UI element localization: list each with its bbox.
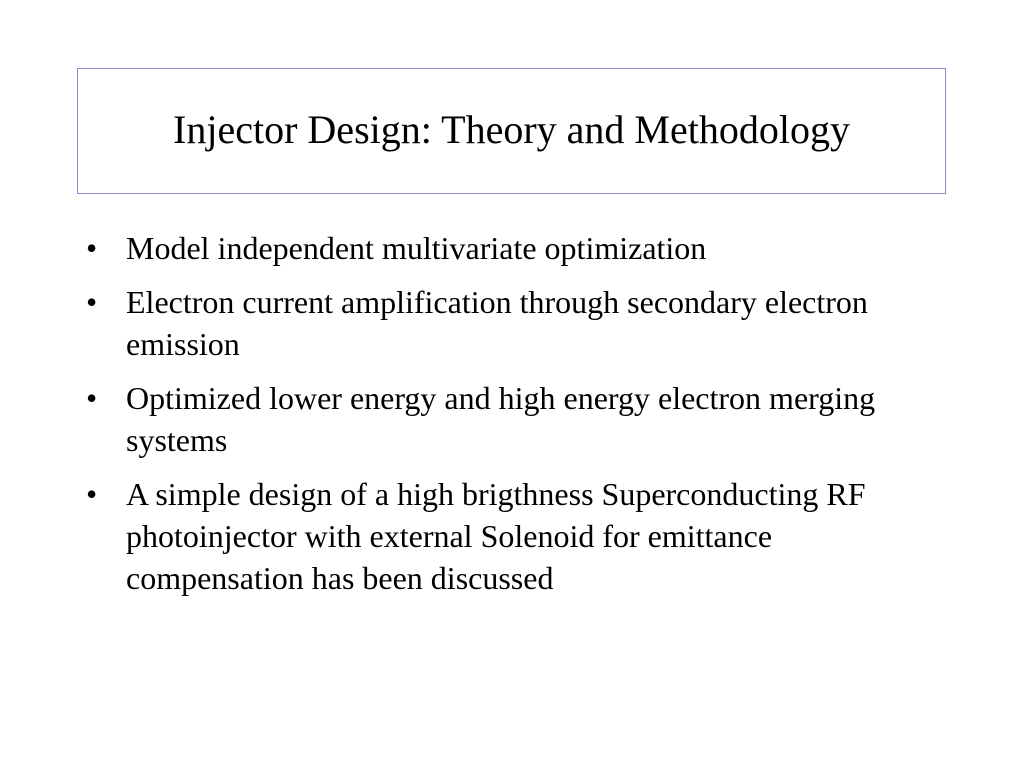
title-box [77,68,946,194]
slide-title: Injector Design: Theory and Methodology [173,107,850,152]
bullet-item-1 [86,227,936,269]
bullet-dot-icon: • [86,476,98,512]
bullet-dot-icon: • [86,380,98,416]
bullet-list [86,227,936,611]
bullet-text: A simple design of a high brigthness Superconducting RF photoinjector with external Solenoid for emittance compensation has been discussed [126,476,866,596]
bullet-dot-icon: • [86,284,98,320]
bullet-item-2 [86,281,936,365]
bullet-item-4 [86,473,936,599]
bullet-text: Model independent multivariate optimization [126,230,707,266]
bullet-text: Electron current amplification through secondary electron emission [126,284,868,362]
bullet-text: Optimized lower energy and high energy electron merging systems [126,380,876,458]
bullet-dot-icon: • [86,230,98,266]
bullet-item-3 [86,377,936,461]
